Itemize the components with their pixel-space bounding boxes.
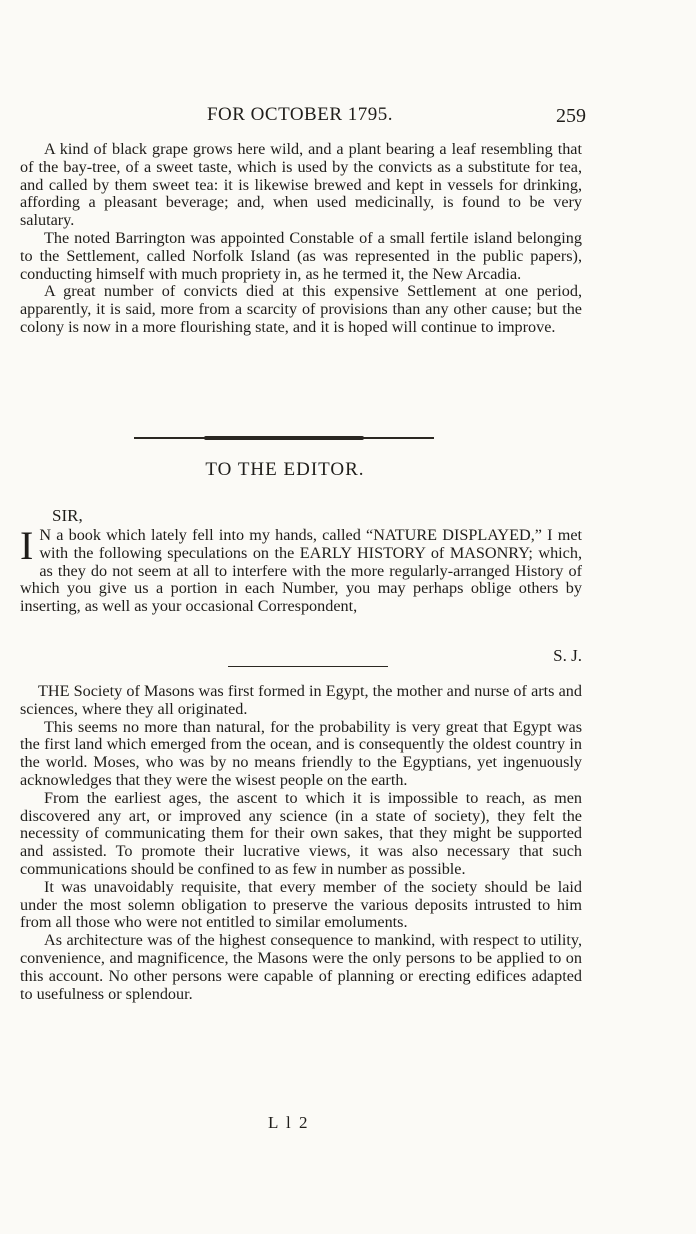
letter-signature: S. J. xyxy=(553,646,582,665)
running-title: FOR OCTOBER 1795. xyxy=(206,104,394,125)
paragraph: As architecture was of the highest consequence to mankind, with respect to utility, convenience, and magnificence, the Masons were the only persons to be applied to on this account. No other persons were capable of planning or erecting edifices adapted to usefulness or splendour. xyxy=(20,931,582,1003)
page-number: 259 xyxy=(556,105,586,127)
paragraph: The noted Barrington was appointed Constable of a small fertile island belonging to the Settlement, called Norfolk Island (as was represented in the public papers), conducting himself with much propriety in, as he termed it, the New Arcadia. xyxy=(20,228,582,283)
salutation: SIR, xyxy=(52,506,83,525)
letter-heading: TO THE EDITOR. xyxy=(205,459,365,480)
section-masonry xyxy=(20,683,582,1003)
paragraph: THE Society of Masons was first formed in Egypt, the mother and nurse of arts and sciences, where they all originated. xyxy=(20,682,582,718)
section-new-south-wales xyxy=(20,141,582,337)
printer-signature-mark: L l 2 xyxy=(268,1113,310,1132)
letter-body xyxy=(20,523,582,616)
paragraph: This seems no more than natural, for the probability is very great that Egypt was the first land which emerged from the ocean, and is consequently the oldest country in the world. Moses, who was by no means friendly to the Egyptians, yet ingenuously acknowledges that they were the wisest people on the earth. xyxy=(20,717,582,789)
paragraph: It was unavoidably requisite, that every member of the society should be laid under the most solemn obligation to preserve the various deposits intrusted to him from all those who were not entitled to similar emoluments. xyxy=(20,877,582,932)
paragraph: A kind of black grape grows here wild, and a plant bearing a leaf resembling that of the bay-tree, of a sweet taste, which is used by the convicts as a substitute for tea, and called by them sweet tea: it is likewise brewed and kept in vessels for drinking, affording a pleasant beverage; and, when used medicinally, is found to be very salutary. xyxy=(20,140,582,230)
drop-cap: I xyxy=(20,523,34,568)
short-divider xyxy=(228,666,388,667)
letter-text: N a book which lately fell into my hands, called “NATURE DISPLAYED,” I met with the following speculations on the EARLY HISTORY of MASONRY; which, as they do not seem at all to interfere with the more regularly-arranged History of which you give us a portion in each Number, you may perhaps oblige others by inserting, as well as your occasional Correspondent, xyxy=(20,526,582,616)
paragraph: A great number of convicts died at this expensive Settlement at one period, apparently, it is said, more from a scarcity of provisions than any other cause; but the colony is now in a more flourishing state, and it is hoped will continue to improve. xyxy=(20,282,582,336)
section-divider xyxy=(134,437,434,439)
running-head xyxy=(22,104,586,134)
paragraph: From the earliest ages, the ascent to which it is impossible to reach, as men discovered any art, or improved any science (in a state of society), they felt the necessity of communicating them for their own sakes, that they might be supported and assisted. To promote their lucrative views, it was also necessary that such communications should be confined to as few in number as possible. xyxy=(20,788,582,878)
